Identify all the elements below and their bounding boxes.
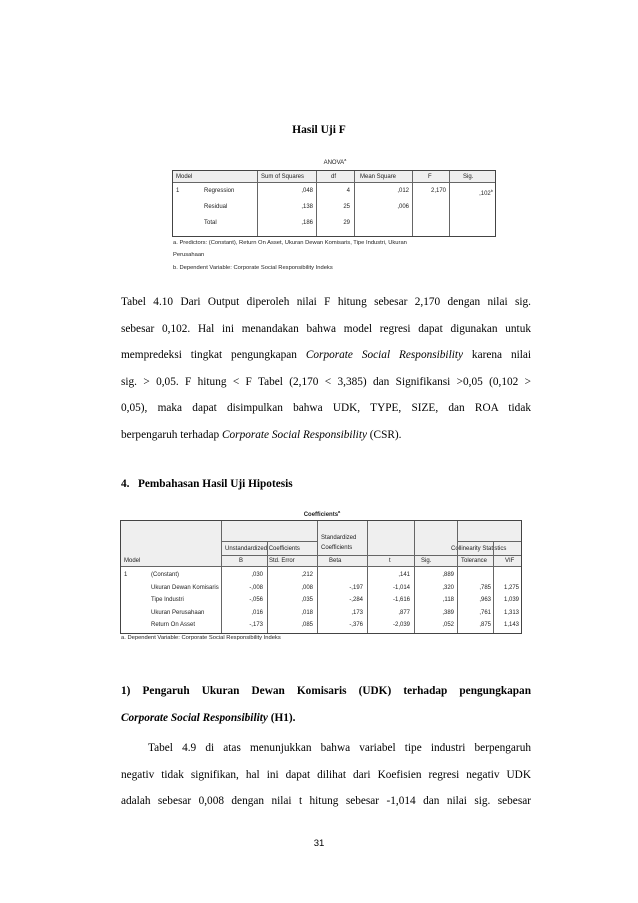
anova-note-a-cont: Perusahaan	[173, 252, 205, 258]
subheading-h1: 1) Pengaruh Ukuran Dewan Komisaris (UDK) terhadap pengungkapan Corporate Social Responsibility (H1).	[121, 685, 531, 724]
coefficients-note-a: a. Dependent Variable: Corporate Social Responsibility Indeks	[121, 635, 281, 641]
coef-header-model: Model	[124, 558, 141, 564]
anova-title: ANOVA$^a$	[323, 157, 347, 166]
coef-header-b: B	[239, 558, 244, 564]
anova-note-b: b. Dependent Variable: Corporate Social Responsibility Indeks	[173, 265, 333, 271]
anova-header-ss: Sum of Squares	[261, 174, 305, 180]
coef-header-unstd: Unstandardized Coefficients	[225, 546, 300, 552]
coef-header-vif: VIF	[505, 558, 515, 564]
coef-header-collin: Collinearity Statistics	[451, 546, 507, 552]
anova-header-df: df	[331, 174, 337, 180]
coef-header-t: t	[389, 558, 391, 564]
anova-header-f: F	[428, 174, 432, 180]
section-heading: 4. Pembahasan Hasil Uji Hipotesis	[121, 478, 293, 490]
coefficients-table	[118, 506, 526, 646]
coefficients-title: Coefficients$^a$	[303, 509, 341, 518]
anova-header-model: Model	[176, 174, 193, 180]
anova-heading: Hasil Uji F	[292, 124, 346, 136]
anova-model-no: 1	[176, 188, 180, 194]
coef-header-std1: Standardized	[321, 535, 357, 541]
paragraph-2: Tabel 4.9 di atas menunjukkan bahwa variabel tipe industri berpengaruh negativ tidak signifikan, hal ini dapat dilihat dari Koefisien regresi negativ UDK adalah sebesar 0,008 dengan nilai t hitung sebesar -1,014 dan nilai sig. sebesar	[121, 742, 531, 808]
coef-header-sig: Sig.	[421, 558, 432, 564]
coef-model-no: 1	[124, 572, 128, 578]
anova-table	[170, 146, 500, 281]
page-number: 31	[313, 838, 325, 849]
anova-note-a: a. Predictors: (Constant), Return On Asset, Ukuran Dewan Komisaris, Tipe Industri, Ukuran	[173, 240, 407, 246]
anova-grid: Model Sum of Squares df Mean Square F Sig. 1 Regression ,048 4 ,012 2,170 ,102$^b$ Residual ,138 25 ,006 Total ,186 29	[172, 170, 496, 237]
coef-header-std2: Coefficients	[321, 545, 353, 551]
coef-header-tol: Tolerance	[461, 558, 488, 564]
anova-header-ms: Mean Square	[360, 174, 397, 180]
coefficients-grid: Unstandardized Coefficients Standardized Coefficients Collinearity Statistics Model B Std. Error Beta t Sig. Tolerance VIF 1 (Constant) ,030 ,212 ,141 ,889 Ukuran Dewan Komisaris -,008 ,008 -,197 -1,014 ,320 1,275 ,785 Tipe Industri -,056 ,035 -,284 -1,616 ,118 1,039 ,963 Ukuran Perusahaan ,016 ,018 ,173 ,877 ,389 1,313 ,761 Return On Asset -,173 ,085 -,376 -2,039 ,052 1,143 ,875	[120, 520, 522, 634]
anova-header-sig: Sig.	[463, 174, 474, 180]
paragraph-1: Tabel 4.10 Dari Output diperoleh nilai F hitung sebesar 2,170 dengan nilai sig. sebesar 0,102. Hal ini menandakan bahwa model regresi dapat digunakan untuk mempredeksi tingkat pengungkapan Corporate Social Responsibility karena nilai sig. > 0,05. F hitung < F Tabel (2,170 < 3,385) dan Signifikansi >0,05 (0,102 > 0,05), maka dapat disimpulkan bahwa UDK, TYPE, SIZE, dan ROA tidak berpengaruh terhadap Corporate Social Responsibility (CSR).	[121, 296, 531, 441]
coef-header-beta: Beta	[329, 558, 342, 564]
coef-header-se: Std. Error	[269, 558, 295, 564]
